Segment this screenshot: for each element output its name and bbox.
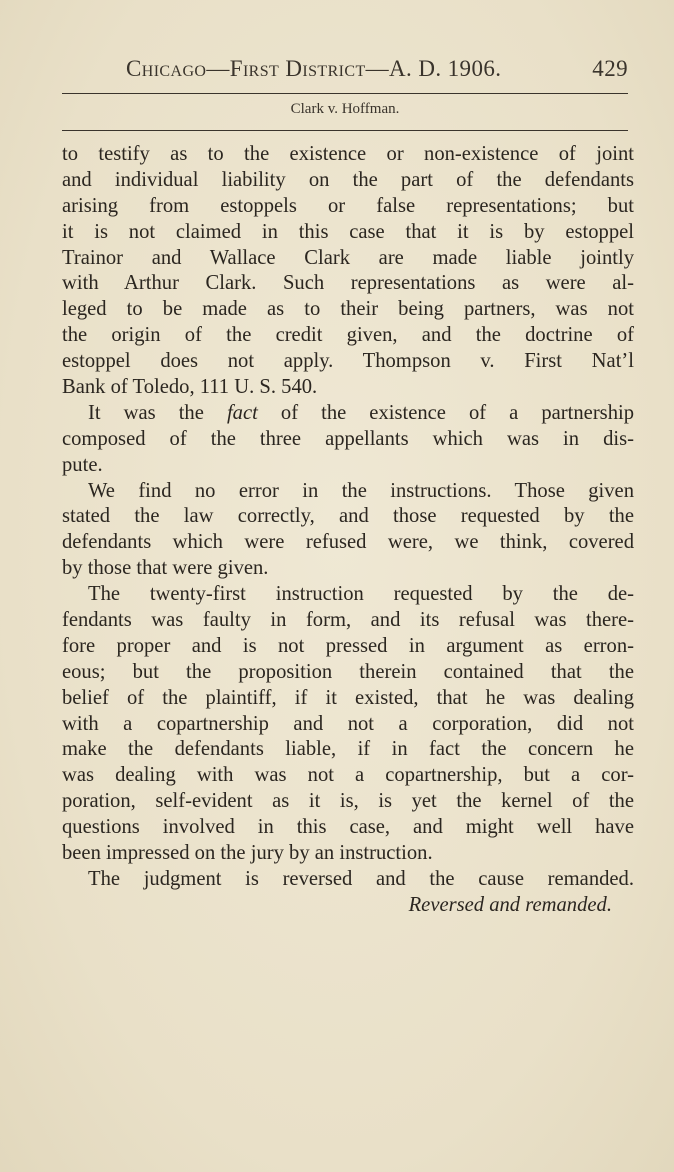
opinion-text [62,142,634,919]
text-line: estoppel does not apply. Thompson v. First Nat’l [62,350,634,373]
text-line: the origin of the credit given, and the doctrine of [62,324,634,347]
text-line: leged to be made as to their being partners, was not [62,298,634,321]
text-line: defendants which were refused were, we think, covered [62,531,634,554]
text-line: Trainor and Wallace Clark are made liable jointly [62,246,634,269]
text-fragment: of the existence of a partnership [280,401,635,424]
header-rule-top [62,93,628,94]
disposition: Reversed and remanded. [408,893,612,916]
paragraph-fact-line [62,401,634,427]
text-line: by those that were given. [62,557,269,580]
text-line: and individual liability on the part of the defendants [62,168,634,191]
judgment-line: The judgment is reversed and the cause remanded. [88,867,634,890]
case-caption: Clark v. Hoffman. [290,101,400,117]
text-line: it is not claimed in this case that it is by estoppel [62,220,634,243]
text-line: We find no error in the instructions. Those given [88,479,634,502]
text-line: questions involved in this case, and might well have [62,816,634,839]
text-line: been impressed on the jury by an instruction. [62,842,433,865]
text-line: Bank of Toledo, 111 U. S. 540. [62,376,318,399]
header-rule-bottom [62,130,628,131]
text-line: fore proper and is not pressed in argument as erron- [62,634,634,657]
running-head [62,56,632,86]
text-line: to testify as to the existence or non-existence of joint [62,143,634,165]
text-line: stated the law correctly, and those requested by the [62,505,634,528]
page-number: 429 [592,56,628,81]
text-line: eous; but the proposition therein contained that the [62,660,634,683]
text-line: was dealing with was not a copartnership, but a cor- [62,764,634,787]
text-line: with Arthur Clark. Such representations as were al- [62,272,634,295]
text-line: The twenty-first instruction requested by the de- [88,583,634,606]
text-line: fendants was faulty in form, and its refusal was there- [62,609,634,632]
text-line: belief of the plaintiff, if it existed, that he was dealing [62,686,634,709]
text-line: with a copartnership and not a corporation, did not [62,712,634,735]
text-line: arising from estoppels or false representations; but [62,194,634,217]
running-title: Chicago—First District—A. D. 1906. [126,56,502,81]
italic-fact: fact [226,401,258,424]
text-line: poration, self-evident as it is, is yet the kernel of the [62,790,634,813]
text-line: make the defendants liable, if in fact the concern he [62,738,634,761]
text-line: pute. [62,453,103,476]
text-line: composed of the three appellants which was in dis- [62,427,634,450]
text-fragment: It was the [88,401,204,424]
